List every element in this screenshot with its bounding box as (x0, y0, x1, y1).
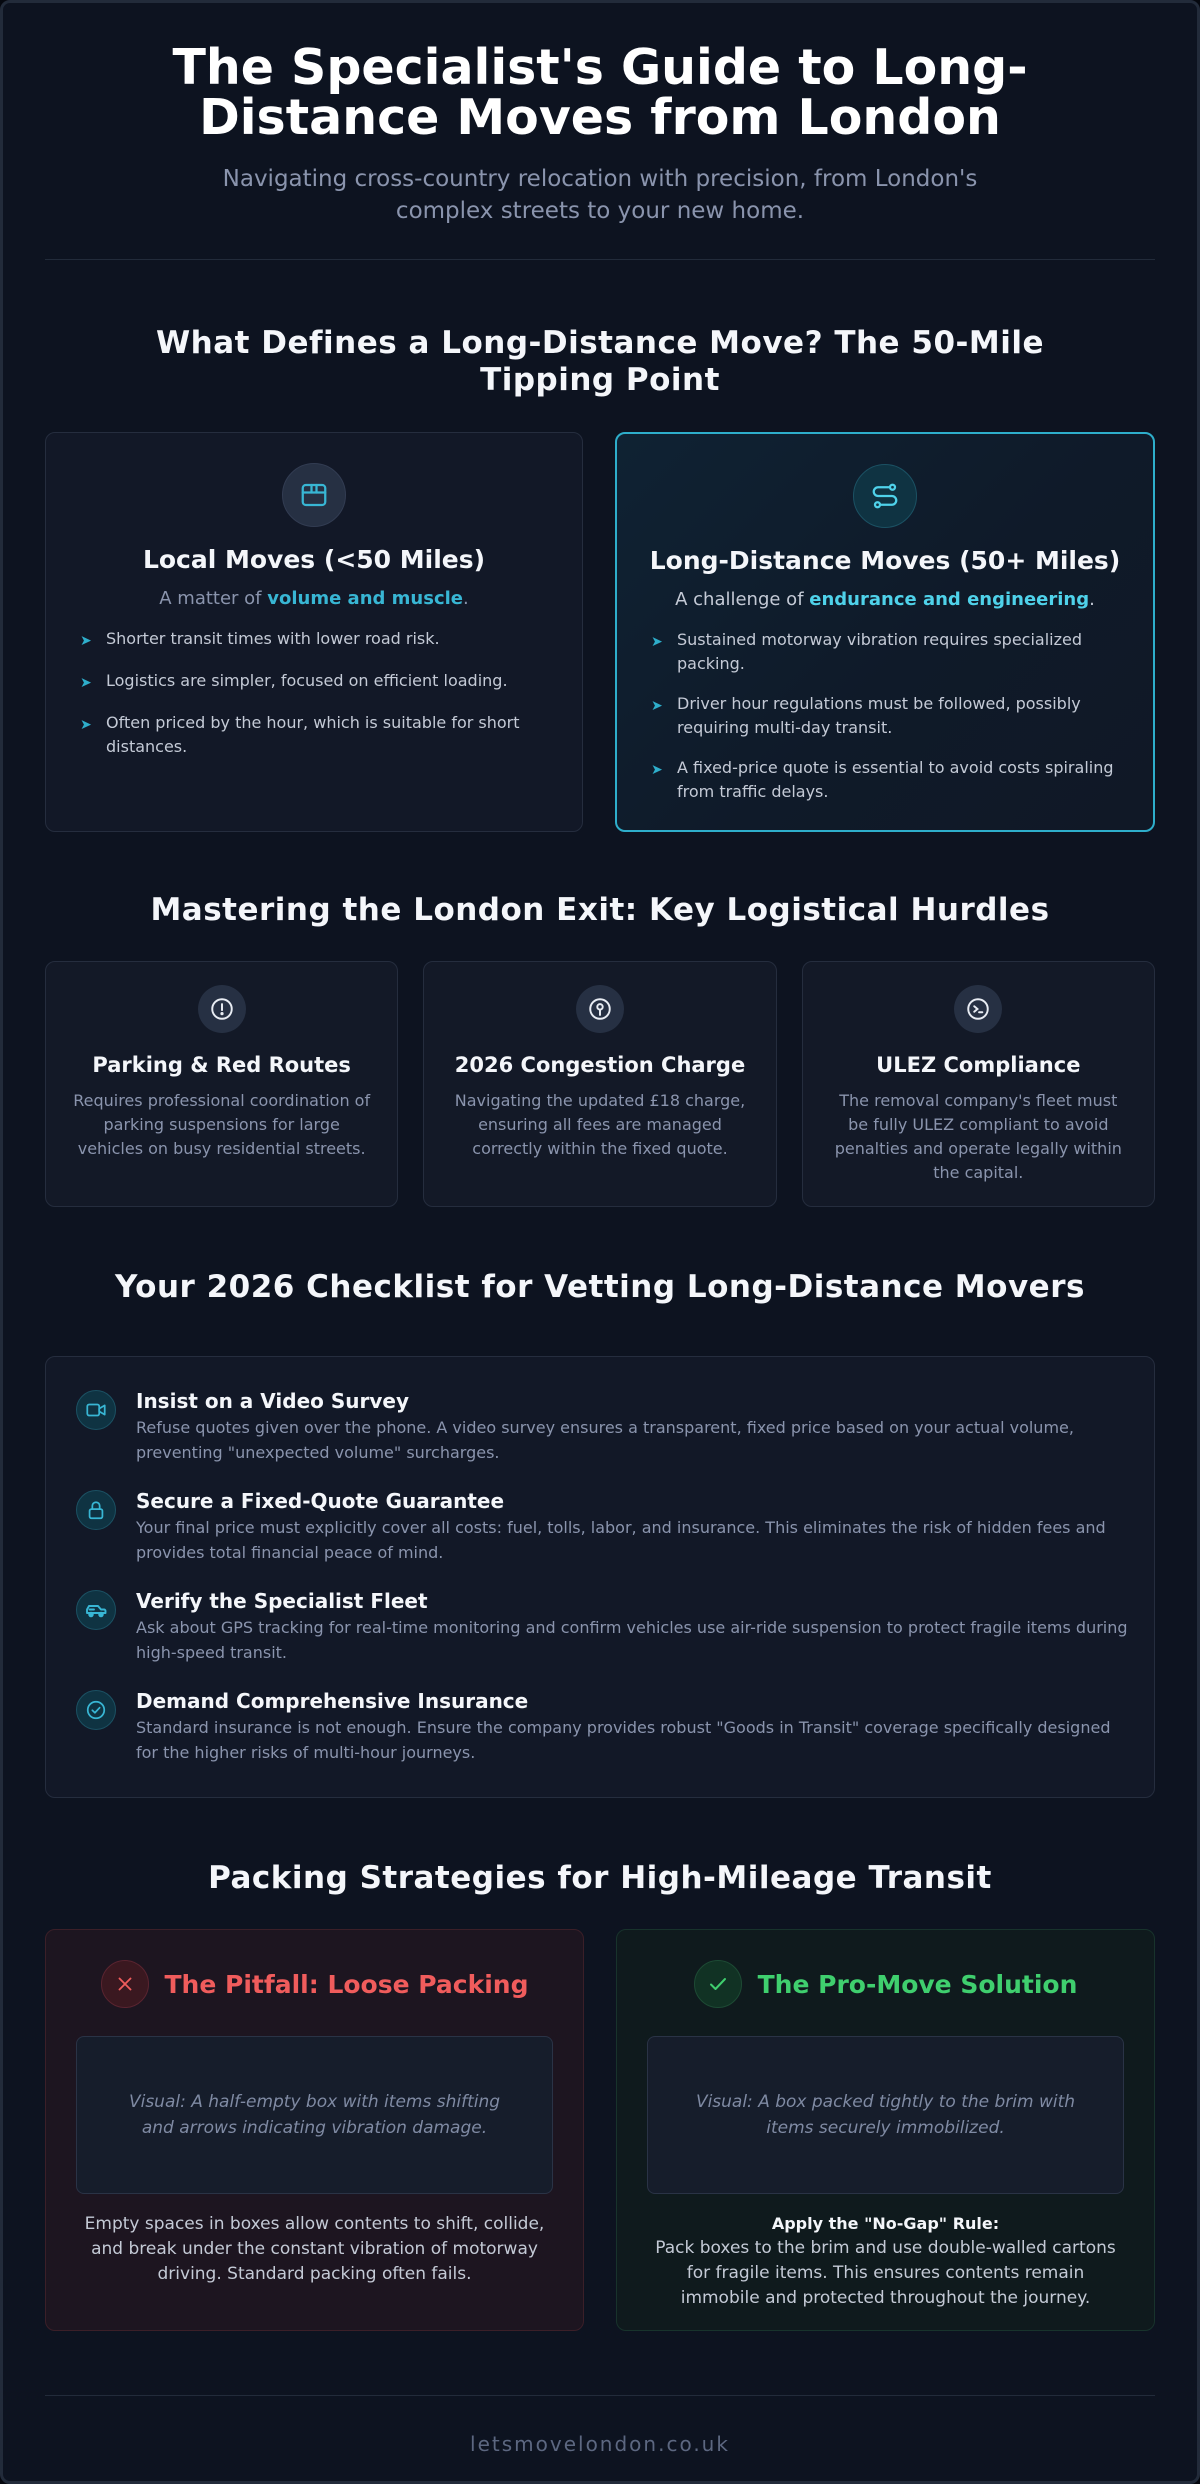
lock-icon (76, 1490, 116, 1530)
section-title-long-distance-definition: What Defines a Long-Distance Move? The 50-Mile Tipping Point (155, 325, 1045, 398)
long-distance-moves-tagline: A challenge of endurance and engineering. (675, 589, 1095, 610)
checklist-item (76, 1589, 1128, 1665)
checklist-title: Demand Comprehensive Insurance (136, 1689, 529, 1713)
section-title-london-exit: Mastering the London Exit: Key Logistical Hurdles (150, 892, 1050, 928)
list-item: ➤ Driver hour regulations must be followed, possibly requiring multi-day transit. (651, 692, 1119, 740)
local-moves-emphasis: volume and muscle (267, 588, 463, 609)
checklist-item (76, 1689, 1124, 1765)
arrow-icon: ➤ (651, 698, 663, 714)
hurdle-title: 2026 Congestion Charge (454, 1053, 746, 1077)
pitfall-card (45, 1929, 584, 2331)
list-item: ➤ Often priced by the hour, which is suitable for short distances. (80, 711, 548, 759)
arrow-icon: ➤ (80, 675, 92, 691)
checkmark-icon (694, 1960, 742, 2008)
header-divider (45, 259, 1155, 260)
hurdle-description: The removal company's fleet must be fully ULEZ compliant to avoid penalties and operate legally within the capital. (834, 1091, 1122, 1182)
long-distance-moves-card (615, 432, 1155, 832)
hurdle-title: ULEZ Compliance (876, 1053, 1081, 1077)
move-comparison (45, 432, 1155, 832)
checklist-description: Ask about GPS tracking for real-time monitoring and confirm vehicles use air-ride suspension to protect fragile items during high-speed transit. (136, 1618, 1128, 1662)
local-moves-card (45, 432, 583, 832)
solution-title: The Pro-Move Solution (757, 1969, 1078, 1999)
section-title-checklist: Your 2026 Checklist for Vetting Long-Distance Movers (115, 1269, 1085, 1305)
location-pin-icon (576, 985, 624, 1033)
checklist-description: Your final price must explicitly cover all costs: fuel, tolls, labor, and insurance. This eliminates the risk of hidden fees and provides total financial peace of mind. (136, 1518, 1106, 1562)
checklist-title: Verify the Specialist Fleet (136, 1589, 428, 1613)
solution-rule-heading: Apply the "No-Gap" Rule: (771, 2214, 1000, 2233)
list-item: ➤ Sustained motorway vibration requires specialized packing. (651, 628, 1119, 676)
page-title: The Specialist's Guide to Long-Distance Moves from London (172, 39, 1028, 146)
vetting-checklist (45, 1356, 1155, 1798)
hurdle-title: Parking & Red Routes (92, 1053, 351, 1077)
check-circle-icon (76, 1690, 116, 1730)
long-distance-moves-emphasis: endurance and engineering (809, 589, 1090, 610)
checklist-description: Standard insurance is not enough. Ensure the company provides robust "Goods in Transit" coverage specifically designed for the higher risks of multi-hour journeys. (136, 1718, 1111, 1762)
header (3, 3, 1197, 227)
pitfall-title: The Pitfall: Loose Packing (164, 1969, 529, 1999)
footer-website: letsmovelondon.co.uk (470, 2432, 730, 2456)
local-moves-title: Local Moves (<50 Miles) (142, 545, 486, 574)
footer-divider (45, 2395, 1155, 2396)
checklist-title: Insist on a Video Survey (136, 1389, 409, 1413)
page-subtitle: Navigating cross-country relocation with precision, from London's complex streets to your new home. (222, 166, 978, 224)
hurdle-description: Requires professional coordination of parking suspensions for large vehicles on busy residential streets. (73, 1091, 371, 1158)
list-item: ➤ Logistics are simpler, focused on efficient loading. (80, 669, 548, 695)
list-item: ➤ Shorter transit times with lower road risk. (80, 627, 548, 653)
checklist-item (76, 1389, 1124, 1465)
arrow-icon: ➤ (651, 634, 663, 650)
solution-visual-placeholder (647, 2036, 1124, 2194)
long-distance-moves-list (647, 628, 1123, 804)
solution-description: Pack boxes to the brim and use double-walled cartons for fragile items. This ensures contents remain immobile and protected throughout the journey. (655, 2238, 1116, 2308)
checklist-title: Secure a Fixed-Quote Guarantee (136, 1489, 505, 1513)
section-title-packing: Packing Strategies for High-Mileage Transit (208, 1860, 992, 1896)
long-distance-moves-title: Long-Distance Moves (50+ Miles) (649, 546, 1121, 575)
pitfall-description: Empty spaces in boxes allow contents to shift, collide, and break under the constant vibration of motorway driving. Standard packing often fails. (84, 2214, 545, 2284)
hurdle-card-parking (45, 961, 398, 1207)
pitfall-visual-placeholder (76, 2036, 553, 2194)
emissions-icon (954, 985, 1002, 1033)
hurdle-card-congestion (423, 961, 776, 1207)
route-icon (853, 464, 917, 528)
x-icon (101, 1960, 149, 2008)
truck-icon (76, 1590, 116, 1630)
arrow-icon: ➤ (80, 633, 92, 649)
video-icon (76, 1390, 116, 1430)
list-item: ➤ A fixed-price quote is essential to avoid costs spiraling from traffic delays. (651, 756, 1119, 804)
hurdles-grid (45, 961, 1155, 1207)
checklist-item (76, 1489, 1124, 1565)
pitfall-visual-caption: Visual: A half-empty box with items shifting and arrows indicating vibration damage. (128, 2092, 501, 2138)
arrow-icon: ➤ (651, 762, 663, 778)
hurdle-description: Navigating the updated £18 charge, ensuring all fees are managed correctly within the fixed quote. (454, 1091, 746, 1158)
local-moves-tagline: A matter of volume and muscle. (159, 588, 469, 609)
box-icon (282, 463, 346, 527)
arrow-icon: ➤ (80, 717, 92, 733)
solution-visual-caption: Visual: A box packed tightly to the brim with items securely immobilized. (695, 2092, 1076, 2138)
alert-icon (198, 985, 246, 1033)
local-moves-list (76, 627, 552, 759)
solution-card (616, 1929, 1155, 2331)
checklist-description: Refuse quotes given over the phone. A video survey ensures a transparent, fixed price based on your actual volume, preventing "unexpected volume" surcharges. (136, 1418, 1074, 1462)
hurdle-card-ulez (802, 961, 1155, 1207)
packing-comparison (45, 1929, 1155, 2331)
